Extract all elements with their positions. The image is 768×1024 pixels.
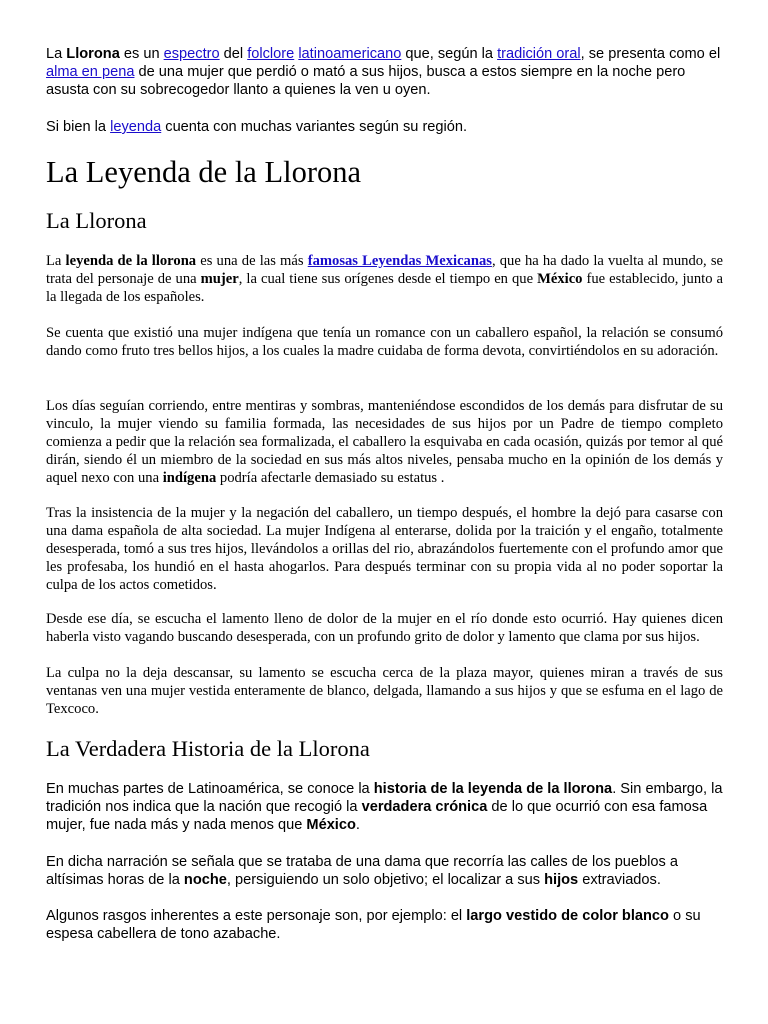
section2-paragraph-1: En muchas partes de Latinoamérica, se conoce la historia de la leyenda de la llorona. Sin embargo, la tradición nos indica que la nación que recogió la verdadera crónica de lo que ocurrió con esa famosa mujer, fue nada más y nada menos que México.	[46, 781, 723, 833]
section1-paragraph-6: La culpa no la deja descansar, su lamento se escucha cerca de la plaza mayor, quienes miran a través de sus ventanas ven una mujer vestida enteramente de blanco, delgada, llamando a sus hijos y que se esfuma en el lago de Texcoco.	[46, 665, 723, 717]
intro-paragraph: La Llorona es un espectro del folclore latinoamericano que, según la tradición oral, se presenta como el alma en pena de una mujer que perdió o mató a sus hijos, busca a estos siempre en la noche pero asusta con su sobrecogedor llanto a quienes la ven u oyen.	[46, 46, 721, 98]
link-latinoamericano[interactable]: latinoamericano	[298, 46, 402, 62]
section2-paragraph-2: En dicha narración se señala que se trataba de una dama que recorría las calles de los pueblos a altísimas horas de la noche, persiguiendo un solo objetivo; el localizar a sus hijos extraviados.	[46, 854, 678, 888]
section1-paragraph-5: Desde ese día, se escucha el lamento lleno de dolor de la mujer en el río donde esto ocurrió. Hay quienes dicen haberla visto vagando buscando desesperada, con un profundo grito de dolor y lamento que clama por sus hijos.	[46, 611, 723, 645]
link-alma-en-pena[interactable]: alma en pena	[46, 64, 135, 80]
link-espectro[interactable]: espectro	[163, 46, 220, 62]
section1-paragraph-4: Tras la insistencia de la mujer y la negación del caballero, un tiempo después, el hombre la dejó para casarse con una dama española de alta sociedad. La mujer Indígena al enterarse, dolida por la traición y el engaño, totalmente desesperada, tomó a sus tres hijos, llevándolos a orillas del rio, abrazándolos fuertemente con el profundo amor que les profesaba, los hundió en el hasta ahogarlos. Para después terminar con su propia vida al no poder soportar la culpa de los actos cometidos.	[46, 505, 723, 593]
link-famosas-leyendas-mexicanas[interactable]: famosas Leyendas Mexicanas	[307, 253, 492, 269]
section1-paragraph-2: Se cuenta que existió una mujer indígena que tenía un romance con un caballero español, la relación se consumó dando como fruto tres bellos hijos, a los cuales la madre cuidaba de forma devota, convirtiéndolos en su adoración.	[46, 325, 723, 359]
link-folclore[interactable]: folclore	[247, 46, 295, 62]
section-heading-la-llorona: La Llorona	[46, 208, 147, 233]
section2-paragraph-3: Algunos rasgos inherentes a este personaje son, por ejemplo: el largo vestido de color blanco o su espesa cabellera de tono azabache.	[46, 908, 701, 942]
link-leyenda[interactable]: leyenda	[110, 119, 162, 135]
section1-paragraph-3: Los días seguían corriendo, entre mentiras y sombras, manteniéndose escondidos de los demás para disfrutar de su vinculo, la mujer viendo su familia formada, las necesidades de sus hijos por un Padre de tiempo completo comienza a pedir que la relación sea formalizada, el caballero la esquivaba en cada ocasión, quizás por temor al qué dirán, siendo él un miembro de la sociedad en sus más altos niveles, pensaba mucho en la opinión de los demás y aquel nexo con una indígena podría afectarle demasiado su estatus .	[46, 398, 723, 486]
section1-paragraph-1: La leyenda de la llorona es una de las más famosas Leyendas Mexicanas, que ha ha dado la vuelta al mundo, se trata del personaje de una mujer, la cual tiene sus orígenes desde el tiempo en que México fue establecido, junto a la llegada de los españoles.	[46, 253, 723, 305]
intro-paragraph-2: Si bien la leyenda cuenta con muchas variantes según su región.	[46, 119, 468, 135]
page-title: La Leyenda de la Llorona	[46, 155, 362, 189]
link-tradicion-oral[interactable]: tradición oral	[497, 46, 581, 62]
section-heading-verdadera-historia: La Verdadera Historia de la Llorona	[46, 736, 370, 761]
bold-term: Llorona	[66, 46, 120, 62]
